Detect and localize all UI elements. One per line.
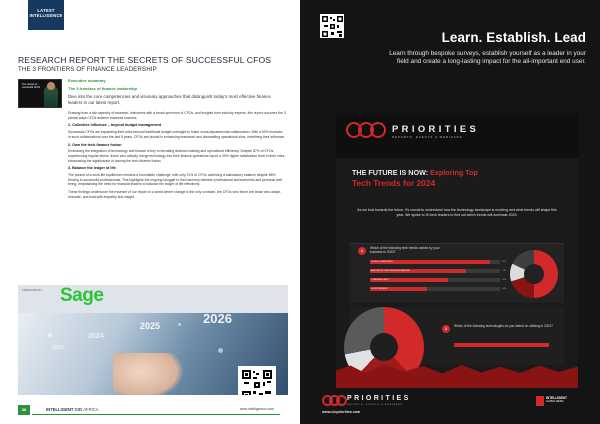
ad-headline: Learn. Establish. Lead <box>441 30 586 45</box>
section-3-body: The pursuit of a work-life equilibrium remains a formidable challenge, with only 21% of CFOs achieving a satisfactory balance despite 68% thriving in successful professionals. This highlights the ongoing struggle to find harmony between professional achievements and personal well-being, emphasising the need for financial leaders to balance the ledger of life effectively. <box>68 173 283 187</box>
answer-bar <box>370 278 500 282</box>
answer-label: CYBERSECURITY <box>371 279 390 281</box>
qr-code-icon[interactable] <box>238 366 276 395</box>
footer-tagline: REPORTS, EVENTS & WEBINARS <box>347 404 403 406</box>
sponsor-photo <box>18 313 288 395</box>
priorities-tagline: REPORTS, EVENTS & WEBINARS <box>392 135 463 139</box>
exec-summary-heading: Executive summary <box>68 78 106 83</box>
sponsor-box[interactable] <box>18 285 288 395</box>
answer-bar <box>370 287 500 291</box>
priorities-poster <box>336 113 578 388</box>
section-1-heading: 1. Collective influence – beyond budget management <box>68 123 162 128</box>
section-1-body: Successful CFOs are expanding their roles beyond traditional budget oversight to foster cross-departmental collaboration. With a 50% increase in such collaborations over the last 5 years, CFOs are pivotal in enhancing teamwork and dismantling operational silos, redefining their influence. <box>68 130 286 139</box>
answer-bar <box>454 343 549 347</box>
question-1-card <box>350 243 564 303</box>
footer-brand-name: INTELLIGENT CIO <box>46 407 83 412</box>
answer-value: 44% <box>502 288 507 290</box>
banner-prefix: THE FUTURE IS NOW: <box>352 168 429 177</box>
section-tag: LATEST INTELLIGENCE <box>28 0 64 30</box>
sponsor-label: PRESENTED BY <box>22 289 43 292</box>
right-page <box>300 0 600 424</box>
poster-header <box>336 113 578 158</box>
hand-image <box>113 353 183 395</box>
banner-line-2: Tech Trends for 2024 <box>352 178 436 188</box>
footer-rule <box>32 414 280 415</box>
answer-value: 74% <box>502 270 507 272</box>
lead-paragraph: Dive into the core competencies and visionary approaches that distinguish today's most effective finance leaders in our latest report. <box>68 94 271 106</box>
poster-intro: As we look towards the future, it's crucial to understand how the technology landscape is evolving and what trends will shape this year. We spoke to 30 tech leaders to find out which trends will dominate 2023. <box>357 208 557 218</box>
footer-brand: PRIORITIES <box>347 395 411 402</box>
page-subtitle: THE 3 FRONTIERS OF FINANCE LEADERSHIP <box>18 66 157 73</box>
poster-banner <box>344 165 570 201</box>
answer-label: AI/ROBOTIC PROCESS AUTOMATION <box>371 270 410 272</box>
year-label: 2023 <box>52 345 64 351</box>
person-head <box>47 82 55 90</box>
answer-bar <box>370 269 500 273</box>
section-2-body: Embracing the integration of technology and finance is key to elevating decision-making and operational efficiency. Despite 87% of CFOs experiencing regular stress, those who adeptly merge technology into their finance operations report a 30% higher satisfaction level in their roles, showcasing the significance of owning the tech-finance fusion. <box>68 149 286 163</box>
answer-label: 5G NETWORKS <box>371 288 388 290</box>
priorities-brand: PRIORITIES <box>392 123 480 134</box>
thumbnail-title: The secrets of successful CFOs <box>22 83 41 89</box>
report-cover-thumbnail <box>18 79 62 108</box>
question-2-card <box>350 307 564 365</box>
footer-region: AFRICA <box>83 407 99 412</box>
question-number: 2 <box>442 325 450 333</box>
frontiers-heading: The 3 frontiers of finance leadership <box>68 85 137 91</box>
answer-bar <box>370 260 500 264</box>
answer-value: 92% <box>502 261 507 263</box>
light-dot <box>48 333 52 337</box>
intelligent-media-logo-icon <box>536 396 544 406</box>
page-title: RESEARCH REPORT THE SECRETS OF SUCCESSFUL CFOS <box>18 55 272 65</box>
year-label: 2026 <box>203 311 232 326</box>
intelligent-media-logo <box>546 396 586 405</box>
qr-code-icon[interactable] <box>320 14 344 38</box>
light-dot <box>178 323 181 326</box>
im-line-1: INTELLIGENT <box>546 396 567 400</box>
im-line-2: GLOBAL MEDIA <box>546 400 564 404</box>
sage-logo: Sage <box>60 285 104 306</box>
year-label: 2024 <box>88 333 104 340</box>
banner-accent: Exploring Top <box>430 168 478 177</box>
intro-paragraph: Drawing from a rich tapestry of research, interviews with a broad spectrum of CFOs, and insights from industry experts, this report uncovers the 3 pivotal ways CFOs achieve business success. <box>68 111 286 120</box>
article-body <box>68 79 286 203</box>
closing-paragraph: These findings underscore the essence of our report: in a world where change is the only constant, the CFOs who thrive are those who adapt, innovate, and lead with empathy and insight. <box>68 190 281 199</box>
footer-url[interactable]: www.intelligentcio.com <box>239 407 274 411</box>
footer-brand <box>46 407 99 412</box>
footer-url[interactable]: www.ciopriorities.com <box>322 410 361 414</box>
page-number: 38 <box>18 405 30 415</box>
question-text: Which of the following technologies do you intend on utilising in 2023? <box>454 324 553 328</box>
question-text: Which of the following tech trends ranked by your business in 2023? <box>370 246 440 255</box>
banner-line-1 <box>352 168 478 177</box>
ad-subheadline: Learn through bespoke surveys, establish yourself as a leader in your field and create a long-lasting impact for the all-important end user. <box>389 50 586 66</box>
donut-chart <box>510 250 558 298</box>
question-number: 1 <box>358 247 366 255</box>
priorities-logo-icon <box>370 122 386 138</box>
section-2-heading: 2. Own the tech-finance fusion <box>68 142 122 147</box>
left-footer <box>0 405 300 424</box>
priorities-logo-icon <box>336 395 347 406</box>
answer-label: CLOUD COMPUTING <box>371 261 393 263</box>
answer-value: 60% <box>502 279 507 281</box>
light-dot <box>218 348 223 353</box>
right-footer <box>300 390 600 424</box>
section-3-heading: 3. Balance the ledger of life <box>68 166 116 171</box>
year-label: 2025 <box>140 321 161 331</box>
